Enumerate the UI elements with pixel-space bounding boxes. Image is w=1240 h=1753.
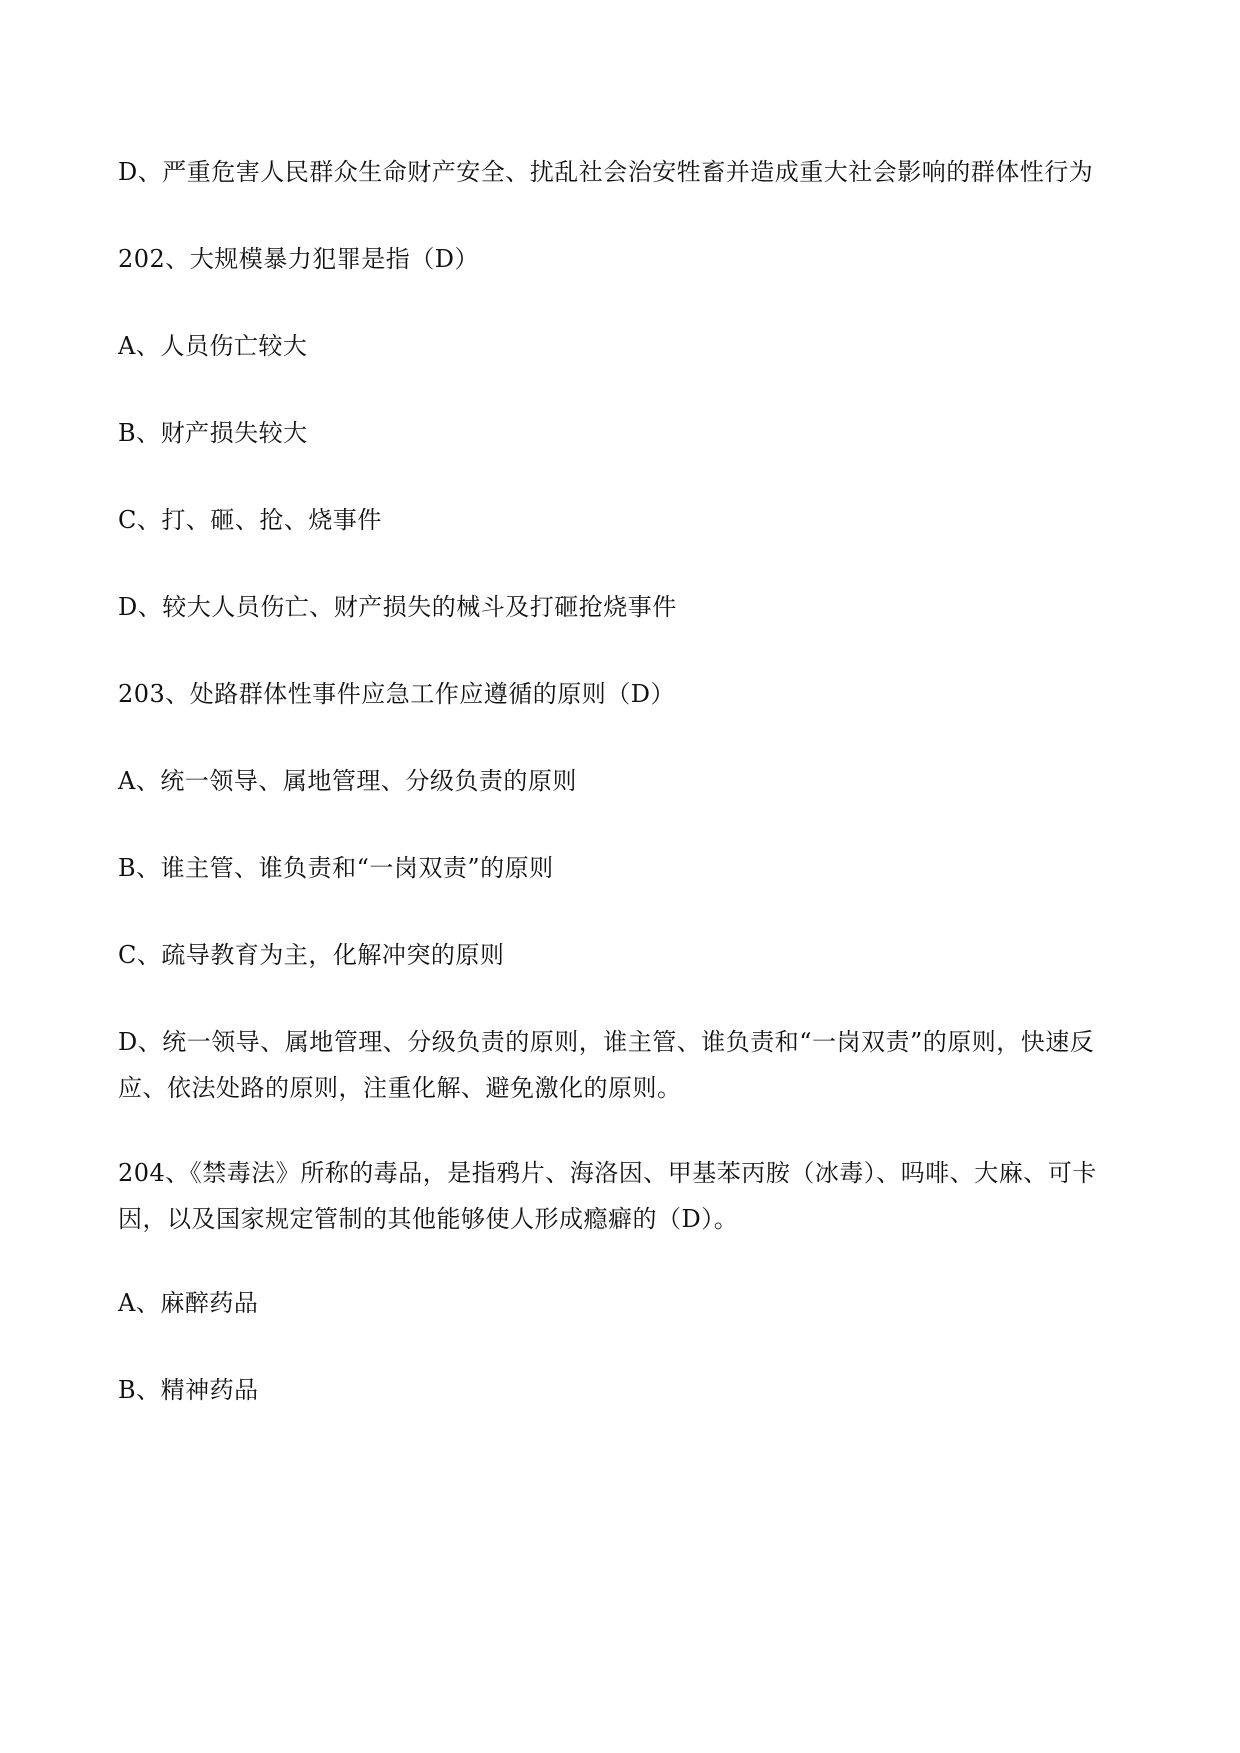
q202-option-b: B、财产损失较大 (118, 419, 308, 447)
q202-option-d: D、较大人员伤亡、财产损失的械斗及打砸抢烧事件 (118, 593, 677, 621)
q204-question: 204、《禁毒法》所称的毒品，是指鸦片、海洛因、甲基苯丙胺（冰毒）、吗啡、大麻、可卡因，以及国家规定管制的其他能够使人形成瘾癖的（D）。 (118, 1159, 1097, 1233)
q203-option-a: A、统一领导、属地管理、分级负责的原则 (118, 767, 577, 795)
q203-option-c: C、疏导教育为主，化解冲突的原则 (118, 941, 505, 969)
q204-option-b: B、精神药品 (118, 1376, 259, 1404)
q203-option-d: D、统一领导、属地管理、分级负责的原则，谁主管、谁负责和“一岗双责”的原则，快速反应、依法处路的原则，注重化解、避免激化的原则。 (118, 1028, 1095, 1102)
q202-question: 202、大规模暴力犯罪是指（D） (118, 245, 480, 273)
q204-option-a: A、麻醉药品 (118, 1289, 259, 1317)
q201-option-d: D、严重危害人民群众生命财产安全、扰乱社会治安牲畜并造成重大社会影响的群体性行为 (118, 158, 1094, 186)
q203-question: 203、处路群体性事件应急工作应遵循的原则（D） (118, 680, 676, 708)
q202-option-a: A、人员伤亡较大 (118, 332, 308, 360)
q202-option-c: C、打、砸、抢、烧事件 (118, 506, 382, 534)
q203-option-b: B、谁主管、谁负责和“一岗双责”的原则 (118, 854, 554, 882)
